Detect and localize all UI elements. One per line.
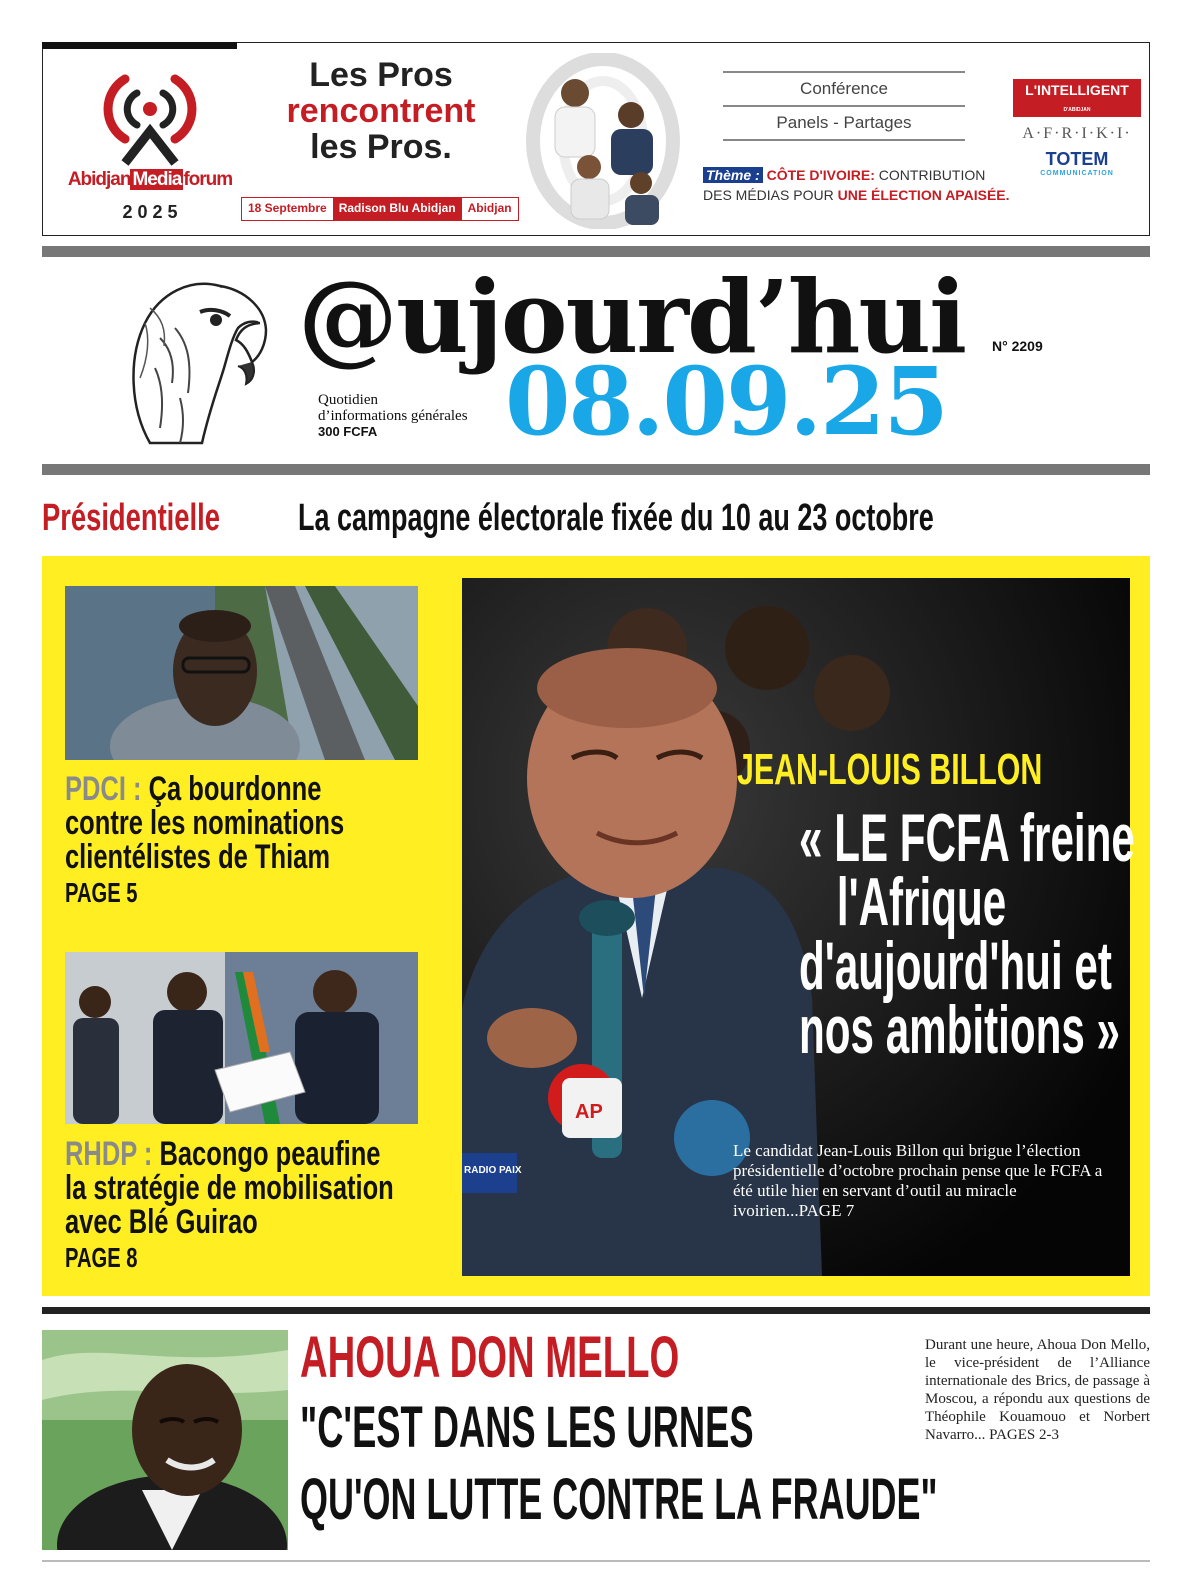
ad-sponsors [1013, 79, 1141, 177]
masthead-top-rule [42, 246, 1150, 257]
mic-label-ap: AP [575, 1101, 603, 1123]
story-pdci-party: PDCI : [65, 770, 149, 808]
ad-brand-mid: Media [132, 169, 182, 190]
ad-conference-info [723, 65, 965, 147]
ad-slogan-line1: Les Pros [309, 56, 453, 94]
headline-kicker-text: Présidentielle [42, 497, 220, 539]
billon-quote-line3: d'aujourd'hui et [799, 928, 1112, 1004]
ad-year: 2 0 2 5 [122, 202, 178, 222]
masthead-price: 300 FCFA [318, 424, 378, 439]
ahoua-name-text: AHOUA DON MELLO [300, 1325, 680, 1390]
sponsor-afriki: A·F·R·I·K·I· [1022, 125, 1132, 142]
ad-brand-left: Abidjan [67, 169, 131, 190]
billon-summary: Le candidat Jean-Louis Billon qui brigue l’élection présidentielle d’octobre prochain pense que le FCFA a été utile hier en servant d’outil au miracle ivoirien...PAGE 7 [733, 1141, 1103, 1220]
ahoua-quote-line2[interactable] [300, 1466, 1200, 1533]
ad-theme [703, 165, 1013, 205]
abidjan-media-forum-logo [55, 59, 245, 229]
story-pdci-line1: Ça bourdonne [148, 770, 322, 808]
sponsor-totem: TOTEM [1045, 149, 1109, 169]
eagle-logo-icon [120, 268, 270, 448]
billon-name[interactable] [737, 745, 1179, 795]
story-pdci[interactable] [65, 772, 437, 910]
broadcast-icon [55, 59, 245, 169]
story-rhdp-page: PAGE 8 [65, 1242, 138, 1273]
billon-quote[interactable] [724, 800, 1135, 1068]
ahoua-name[interactable] [300, 1324, 875, 1391]
billon-quote-line2: l'Afrique [836, 864, 1007, 940]
mic-label-radio-paix: RADIO PAIX [464, 1165, 522, 1176]
story-rhdp-line1: Bacongo peaufine [159, 1135, 381, 1173]
masthead-sub2: d’informations générales [318, 408, 468, 424]
ad-theme-red1: CÔTE D'IVOIRE: [766, 167, 875, 183]
bottom-section-rule [42, 1307, 1150, 1314]
ahoua-summary: Durant une heure, Ahoua Don Mello, le vice-président de l’Alliance internationale des Brics, de passage à Moscou, a répondu aux questions de Théophile Kouamouo et Norbert Navarro... PAGES 2-3 [925, 1337, 1150, 1443]
headline-title-text: La campagne électorale fixée du 10 au 23 octobre [298, 497, 934, 539]
sponsor-intelligent-logo [1013, 79, 1141, 117]
masthead-bottom-rule [42, 464, 1150, 475]
ad-theme-red2: UNE ÉLECTION APAISÉE. [837, 187, 1010, 203]
sponsor-intelligent: L'INTELLIGENT [1025, 82, 1129, 98]
event-ad-banner[interactable] [42, 42, 1150, 236]
ad-theme-text2: DES MÉDIAS POUR [703, 187, 838, 203]
ad-slogan [251, 57, 511, 165]
ahoua-quote-line1[interactable] [300, 1394, 1025, 1461]
masthead-sub1: Quotidien [318, 392, 378, 408]
story-pdci-line2: contre les nominations [65, 804, 345, 842]
story-rhdp[interactable] [65, 1137, 503, 1275]
newspaper-title: @ujourd’hui [298, 258, 966, 376]
sponsor-totem-logo [1013, 149, 1141, 177]
ad-theme-tag: Thème : [703, 167, 763, 183]
ad-date: 18 Septembre [248, 201, 327, 215]
ad-date-venue [241, 197, 519, 221]
ad-people-collage [513, 53, 693, 229]
ad-conf1: Conférence [800, 79, 888, 98]
ad-theme-text1: CONTRIBUTION [874, 167, 986, 183]
story-rhdp-line2: la stratégie de mobilisation [65, 1169, 394, 1207]
issue-number: N° 2209 [992, 338, 1043, 354]
billon-quote-line4: nos ambitions » [799, 992, 1120, 1068]
ad-conf2: Panels - Partages [776, 113, 912, 132]
headline-title[interactable] [298, 497, 1193, 540]
story-rhdp-line3: avec Blé Guirao [65, 1203, 258, 1241]
ad-top-bar [42, 42, 237, 49]
masthead-subtitle [318, 392, 468, 440]
story-rhdp-party: RHDP : [65, 1135, 160, 1173]
ad-brand-right: forum [183, 169, 233, 190]
issue-date: 08.09.25 [505, 347, 947, 457]
page-bottom-rule [42, 1560, 1150, 1562]
ad-slogan-line3: les Pros. [310, 128, 452, 166]
billon-quote-line1: « LE FCFA freine [799, 800, 1135, 876]
story-pdci-page: PAGE 5 [65, 877, 138, 908]
headline-kicker[interactable] [42, 497, 289, 540]
bacongo-guirao-photo[interactable] [65, 952, 418, 1124]
billon-name-text: JEAN-LOUIS BILLON [737, 745, 1043, 794]
ahoua-quote-line1-text: "C'EST DANS LES URNES [300, 1395, 754, 1460]
ad-city: Abidjan [467, 201, 512, 215]
sponsor-totem-sub: COMMUNICATION [1040, 170, 1114, 177]
thiam-photo[interactable] [65, 586, 418, 760]
ad-slogan-line2: rencontrent [286, 92, 476, 130]
story-pdci-line3: clientélistes de Thiam [65, 838, 331, 876]
ad-venue: Radison Blu Abidjan [333, 198, 462, 220]
ahoua-don-mello-photo[interactable] [42, 1330, 288, 1550]
sponsor-intelligent-sub: D'ABIDJAN [1063, 107, 1091, 113]
ahoua-quote-line2-text: QU'ON LUTTE CONTRE LA FRAUDE" [300, 1467, 938, 1532]
